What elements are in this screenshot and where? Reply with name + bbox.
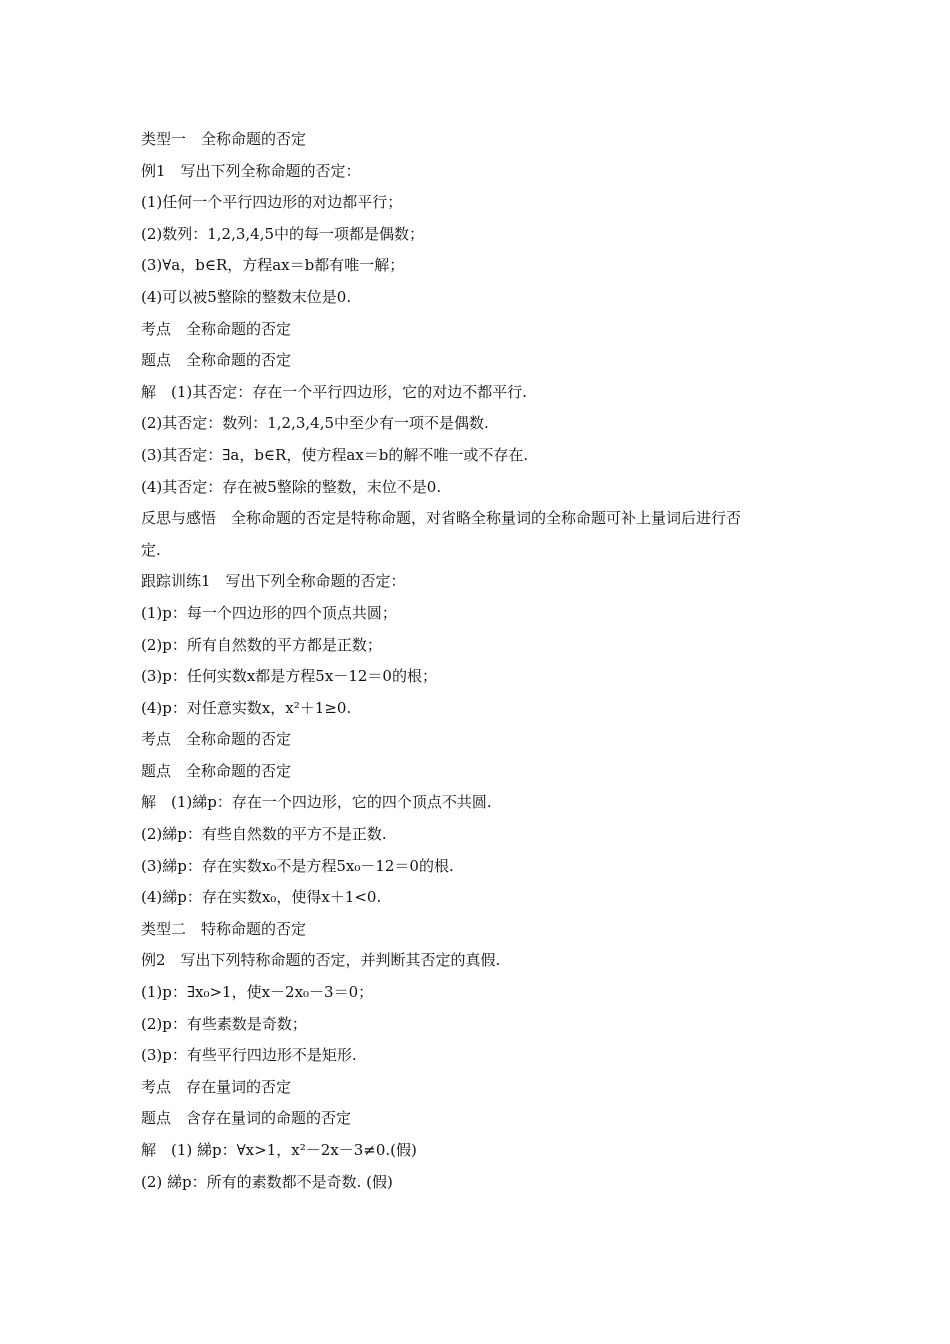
- example-2-item-3: (3)p：有些平行四边形不是矩形.: [141, 1046, 357, 1065]
- solution-line: (3)其否定：∃a，b∈R，使方程ax＝b的解不唯一或不存在.: [141, 445, 529, 464]
- solution-line: 解 (1)其否定：存在一个平行四边形，它的对边不都平行.: [141, 382, 528, 401]
- question-point: 题点 全称命题的否定: [141, 351, 292, 370]
- practice-1-item-3: (3)p：任何实数x都是方程5x－12＝0的根；: [141, 667, 437, 686]
- section-heading-type-2: 类型二 特称命题的否定: [141, 919, 307, 938]
- example-1-item-3: (3)∀a，b∈R，方程ax＝b都有唯一解；: [141, 256, 405, 275]
- knowledge-point: 考点 存在量词的否定: [141, 1077, 292, 1096]
- example-2-item-1: (1)p：∃x₀>1，使x－2x₀－3＝0；: [141, 983, 374, 1002]
- question-point: 题点 含存在量词的命题的否定: [141, 1109, 352, 1128]
- solution-line: (3)綈p：存在实数x₀不是方程5x₀－12＝0的根.: [141, 856, 454, 875]
- practice-1-item-1: (1)p：每一个四边形的四个顶点共圆；: [141, 603, 397, 622]
- solution-line: (4)其否定：存在被5整除的整数，末位不是0.: [141, 477, 442, 496]
- practice-1-item-4: (4)p：对任意实数x，x²＋1≥0.: [141, 698, 352, 717]
- example-2-item-2: (2)p：有些素数是奇数；: [141, 1014, 307, 1033]
- knowledge-point: 考点 全称命题的否定: [141, 319, 292, 338]
- knowledge-point: 考点 全称命题的否定: [141, 730, 292, 749]
- example-1-prompt: 例1 写出下列全称命题的否定：: [141, 161, 361, 180]
- solution-line: (2)其否定：数列：1,2,3,4,5中至少有一项不是偶数.: [141, 414, 489, 433]
- reflection-paragraph-continued: 定.: [141, 540, 161, 559]
- solution-line: (2) 綈p：所有的素数都不是奇数. (假): [141, 1172, 393, 1191]
- document-body: [141, 124, 821, 1198]
- reflection-paragraph: 反思与感悟 全称命题的否定是特称命题，对省略全称量词的全称命题可补上量词后进行否: [141, 509, 742, 528]
- example-2-prompt: 例2 写出下列特称命题的否定，并判断其否定的真假.: [141, 951, 501, 970]
- practice-1-item-2: (2)p：所有自然数的平方都是正数；: [141, 635, 382, 654]
- solution-line: 解 (1)綈p：存在一个四边形，它的四个顶点不共圆.: [141, 793, 492, 812]
- solution-line: (4)綈p：存在实数x₀，使得x＋1<0.: [141, 888, 382, 907]
- example-1-item-2: (2)数列：1,2,3,4,5中的每一项都是偶数；: [141, 224, 425, 243]
- section-heading-type-1: 类型一 全称命题的否定: [141, 130, 307, 148]
- practice-1-prompt: 跟踪训练1 写出下列全称命题的否定：: [141, 572, 406, 591]
- solution-line: (2)綈p：有些自然数的平方不是正数.: [141, 825, 387, 844]
- question-point: 题点 全称命题的否定: [141, 761, 292, 780]
- solution-line: 解 (1) 綈p：∀x>1，x²－2x－3≠0.(假): [141, 1141, 417, 1159]
- example-1-item-1: (1)任何一个平行四边形的对边都平行；: [141, 193, 403, 212]
- example-1-item-4: (4)可以被5整除的整数末位是0.: [141, 287, 352, 306]
